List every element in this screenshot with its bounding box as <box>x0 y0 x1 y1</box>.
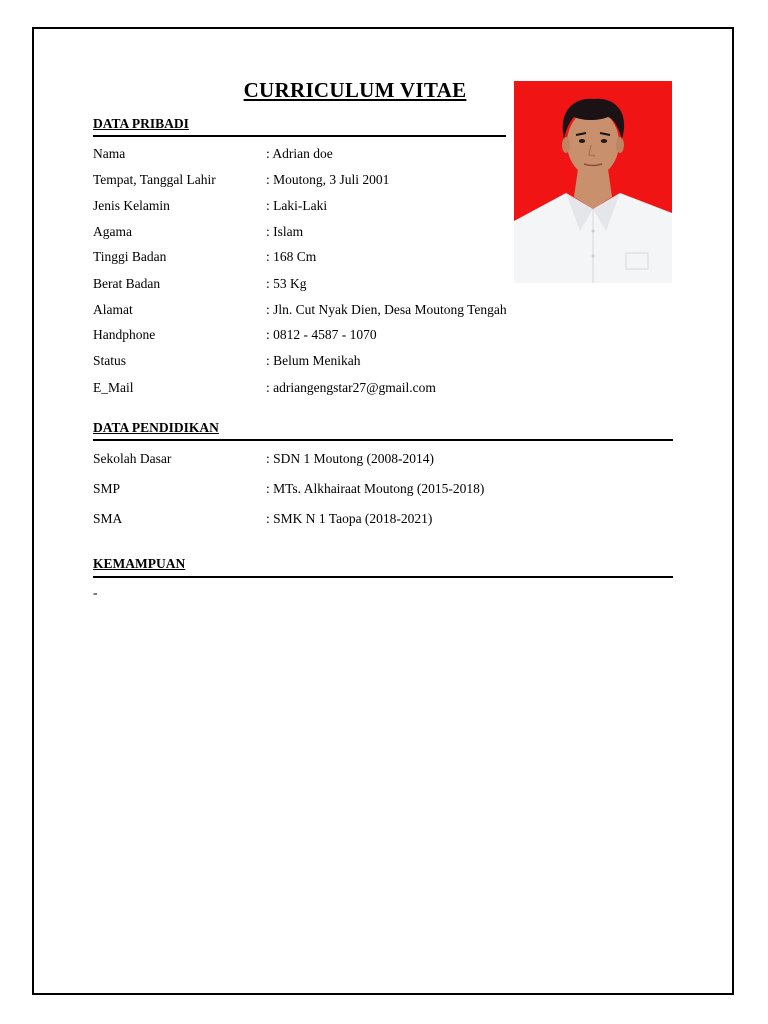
skill-item: - <box>93 585 98 600</box>
row-value: : Jln. Cut Nyak Dien, Desa Moutong Tengah <box>266 302 507 317</box>
section-title-data-pendidikan: DATA PENDIDIKAN <box>93 420 219 435</box>
row-value: : Islam <box>266 224 304 239</box>
row-label: Alamat <box>93 302 133 317</box>
row-label: Jenis Kelamin <box>93 198 170 213</box>
row-value: : adriangengstar27@gmail.com <box>266 380 436 395</box>
row-value: : SDN 1 Moutong (2008-2014) <box>266 451 434 466</box>
section-divider <box>93 135 506 137</box>
section-title-data-pribadi: DATA PRIBADI <box>93 116 189 131</box>
row-value: : MTs. Alkhairaat Moutong (2015-2018) <box>266 481 485 496</box>
row-value: : SMK N 1 Taopa (2018-2021) <box>266 511 433 526</box>
row-label: SMA <box>93 511 123 526</box>
row-label: Berat Badan <box>93 276 161 291</box>
profile-photo <box>514 81 672 283</box>
row-label: Nama <box>93 146 126 161</box>
row-label: Status <box>93 353 127 368</box>
document-title: CURRICULUM VITAE <box>243 78 467 102</box>
row-value: : Belum Menikah <box>266 353 361 368</box>
row-value: : Laki-Laki <box>266 198 328 213</box>
section-title-kemampuan: KEMAMPUAN <box>93 556 186 571</box>
row-label: Agama <box>93 224 132 239</box>
row-value: : 168 Cm <box>266 249 317 264</box>
row-label: Tinggi Badan <box>93 249 167 264</box>
row-label: Tempat, Tanggal Lahir <box>93 172 216 187</box>
row-value: : 53 Kg <box>266 276 307 291</box>
row-label: Handphone <box>93 327 156 342</box>
row-value: : Adrian doe <box>266 146 333 161</box>
row-value: : 0812 - 4587 - 1070 <box>266 327 377 342</box>
row-value: : Moutong, 3 Juli 2001 <box>266 172 390 187</box>
row-label: SMP <box>93 481 121 496</box>
row-label: E_Mail <box>93 380 134 395</box>
section-divider <box>93 576 673 578</box>
section-divider <box>93 439 673 441</box>
row-label: Sekolah Dasar <box>93 451 172 466</box>
